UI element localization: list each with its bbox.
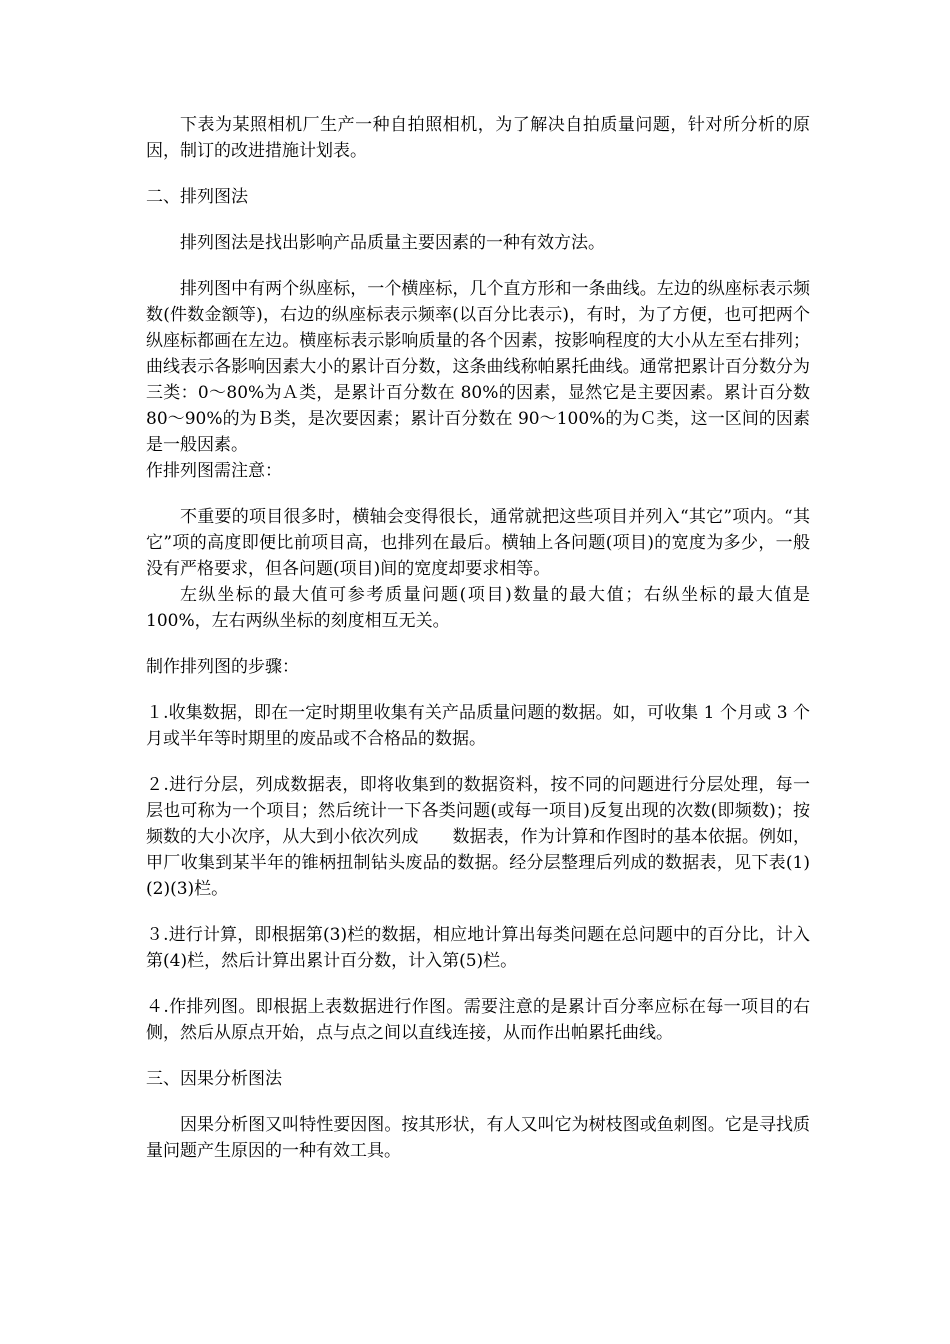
pareto-note-axis-scale: 左纵坐标的最大值可参考质量问题(项目)数量的最大值；右纵坐标的最大值是 100%，左右两纵坐标的刻度相互无关。 xyxy=(146,585,810,631)
pareto-axes-paragraph: 排列图中有两个纵座标，一个横座标，几个直方形和一条曲线。左边的纵座标表示频数(件数金额等)，右边的纵座标表示频率(以百分比表示)，有时，为了方便，也可把两个纵座标都画在左边。横座标表示影响质量的各个因素，按影响程度的大小从左至右排列；曲线表示各影响因素大小的累计百分数，这条曲线称帕累托曲线。通常把累计百分数分为三类：0～80%为Ａ类，是累计百分数在 80%的因素，显然它是主要因素。累计百分数 80～90%的为Ｂ类，是次要因素；累计百分数在 90～100%的为Ｃ类，这一区间的因素是一般因素。 xyxy=(146,279,810,455)
pareto-step-2: ２.进行分层，列成数据表，即将收集到的数据资料，按不同的问题进行分层处理，每一层也可称为一个项目；然后统计一下各类问题(或每一项目)反复出现的次数(即频数)；按频数的大小次序，从大到小依次列成 数据表，作为计算和作图时的基本依据。例如，甲厂收集到某半年的锥柄扭制钻头废品的数据。经分层整理后列成的数据表，见下表(1)(2)(3)栏。 xyxy=(146,775,810,899)
pareto-steps-heading: 制作排列图的步骤： xyxy=(146,657,299,677)
pareto-notes-heading: 作排列图需注意： xyxy=(146,461,282,481)
pareto-note-other-items: 不重要的项目很多时，横轴会变得很长，通常就把这些项目并列入“其它”项内。“其它”项的高度即便比前项目高，也排列在最后。横轴上各问题(项目)的宽度为多少，一般没有严格要求，但各问题(项目)间的宽度却要求相等。 xyxy=(146,507,810,579)
document-page xyxy=(146,112,810,1164)
pareto-step-4: ４.作排列图。即根据上表数据进行作图。需要注意的是累计百分率应标在每一项目的右侧，然后从原点开始，点与点之间以直线连接，从而作出帕累托曲线。 xyxy=(146,997,810,1043)
pareto-step-3: ３.进行计算，即根据第(3)栏的数据，相应地计算出每类问题在总问题中的百分比，计入第(4)栏，然后计算出累计百分数，计入第(5)栏。 xyxy=(146,925,810,971)
pareto-step-1: １.收集数据，即在一定时期里收集有关产品质量问题的数据。如，可收集 1 个月或 3 个月或半年等时期里的废品或不合格品的数据。 xyxy=(146,703,810,749)
section-heading-pareto: 二、排列图法 xyxy=(146,187,248,207)
section-heading-cause-effect: 三、因果分析图法 xyxy=(146,1069,282,1089)
cause-effect-paragraph: 因果分析图又叫特性要因图。按其形状，有人又叫它为树枝图或鱼刺图。它是寻找质量问题产生原因的一种有效工具。 xyxy=(146,1115,810,1161)
intro-paragraph: 下表为某照相机厂生产一种自拍照相机，为了解决自拍质量问题，针对所分析的原因，制订的改进措施计划表。 xyxy=(146,115,810,161)
pareto-definition-paragraph: 排列图法是找出影响产品质量主要因素的一种有效方法。 xyxy=(180,233,605,253)
